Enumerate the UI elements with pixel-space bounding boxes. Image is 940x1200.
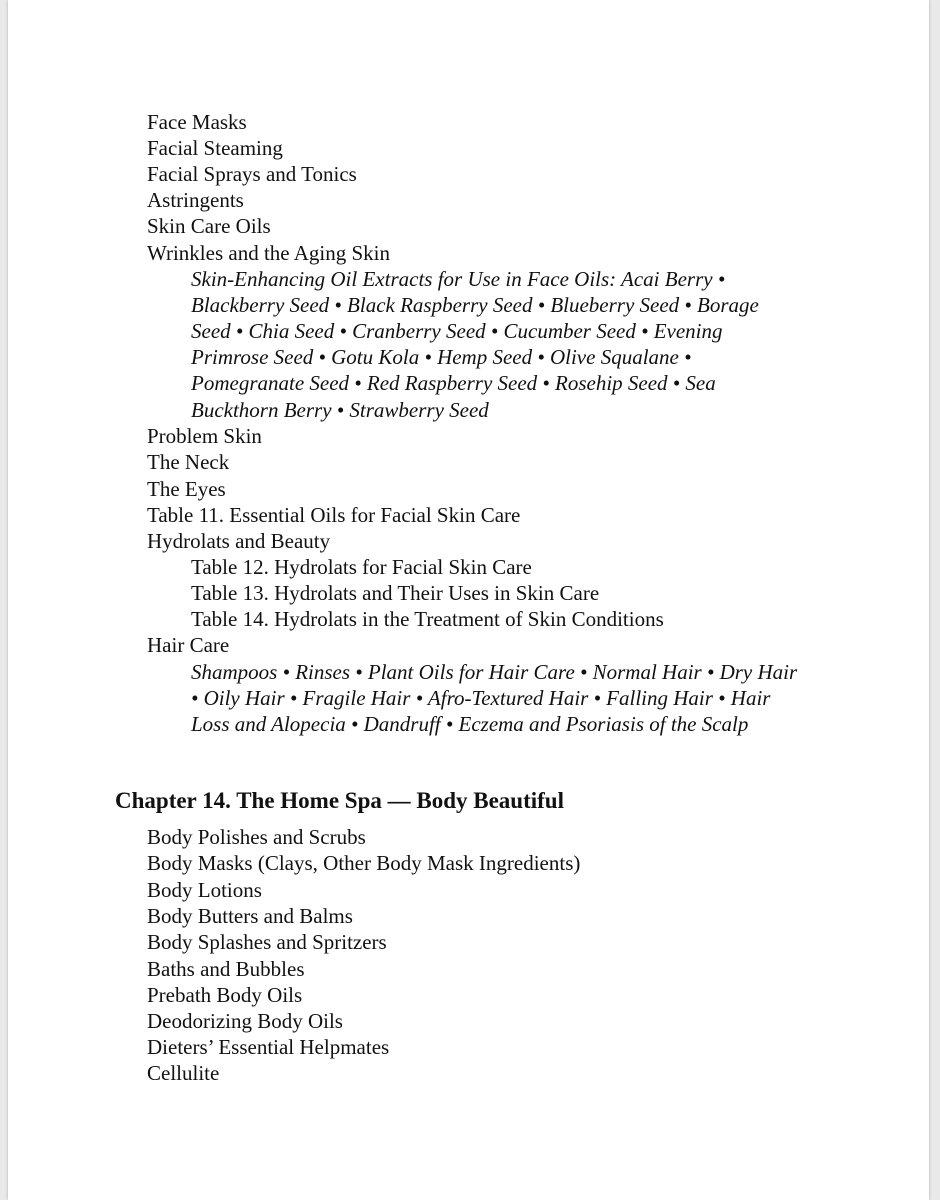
- toc-entry: Facial Steaming: [147, 136, 283, 160]
- toc-entry: Dieters’ Essential Helpmates: [147, 1035, 390, 1059]
- toc-entry: Table 11. Essential Oils for Facial Skin Care: [147, 503, 521, 527]
- toc-subentry: • Oily Hair • Fragile Hair • Afro-Textured Hair • Falling Hair • Hair: [191, 686, 771, 710]
- toc-entry: Skin Care Oils: [147, 214, 271, 238]
- chapter-heading: Chapter 14. The Home Spa — Body Beautiful: [115, 788, 564, 813]
- toc-subentry: Primrose Seed • Gotu Kola • Hemp Seed • Olive Squalane •: [191, 345, 692, 369]
- toc-entry: Deodorizing Body Oils: [147, 1009, 343, 1033]
- toc-entry: Hydrolats and Beauty: [147, 529, 331, 553]
- toc-subentry: Loss and Alopecia • Dandruff • Eczema and Psoriasis of the Scalp: [191, 712, 749, 736]
- toc-entry: Astringents: [147, 188, 244, 212]
- toc-subentry: Blackberry Seed • Black Raspberry Seed • Blueberry Seed • Borage: [191, 293, 759, 317]
- toc-entry: Body Butters and Balms: [147, 904, 353, 928]
- toc-entry: Body Lotions: [147, 878, 262, 902]
- toc-entry: Facial Sprays and Tonics: [147, 162, 357, 186]
- toc-subentry: Buckthorn Berry • Strawberry Seed: [191, 398, 489, 422]
- toc-subentry: Table 13. Hydrolats and Their Uses in Skin Care: [191, 581, 600, 605]
- toc-entry: The Eyes: [147, 477, 226, 501]
- toc-entry: Face Masks: [147, 110, 247, 134]
- toc-entry: Prebath Body Oils: [147, 983, 303, 1007]
- toc-entry: Problem Skin: [147, 424, 262, 448]
- toc-entry: Body Splashes and Spritzers: [147, 930, 387, 954]
- toc-subentry: Table 12. Hydrolats for Facial Skin Care: [191, 555, 532, 579]
- toc-subentry: Shampoos • Rinses • Plant Oils for Hair Care • Normal Hair • Dry Hair: [191, 660, 798, 684]
- toc-subentry: Table 14. Hydrolats in the Treatment of Skin Conditions: [191, 607, 664, 631]
- document-page: [8, 0, 929, 1200]
- toc-entry: Body Polishes and Scrubs: [147, 825, 366, 849]
- toc-entry: Body Masks (Clays, Other Body Mask Ingredients): [147, 851, 581, 875]
- toc-subentry: Pomegranate Seed • Red Raspberry Seed • Rosehip Seed • Sea: [191, 371, 716, 395]
- toc-subentry: Skin-Enhancing Oil Extracts for Use in Face Oils: Acai Berry •: [191, 267, 726, 291]
- toc-entry: Cellulite: [147, 1061, 220, 1085]
- toc-entry: Wrinkles and the Aging Skin: [147, 241, 390, 265]
- toc-entry: The Neck: [147, 450, 230, 474]
- toc-entry: Hair Care: [147, 633, 230, 657]
- toc-subentry: Seed • Chia Seed • Cranberry Seed • Cucumber Seed • Evening: [191, 319, 723, 343]
- toc-entry: Baths and Bubbles: [147, 957, 305, 981]
